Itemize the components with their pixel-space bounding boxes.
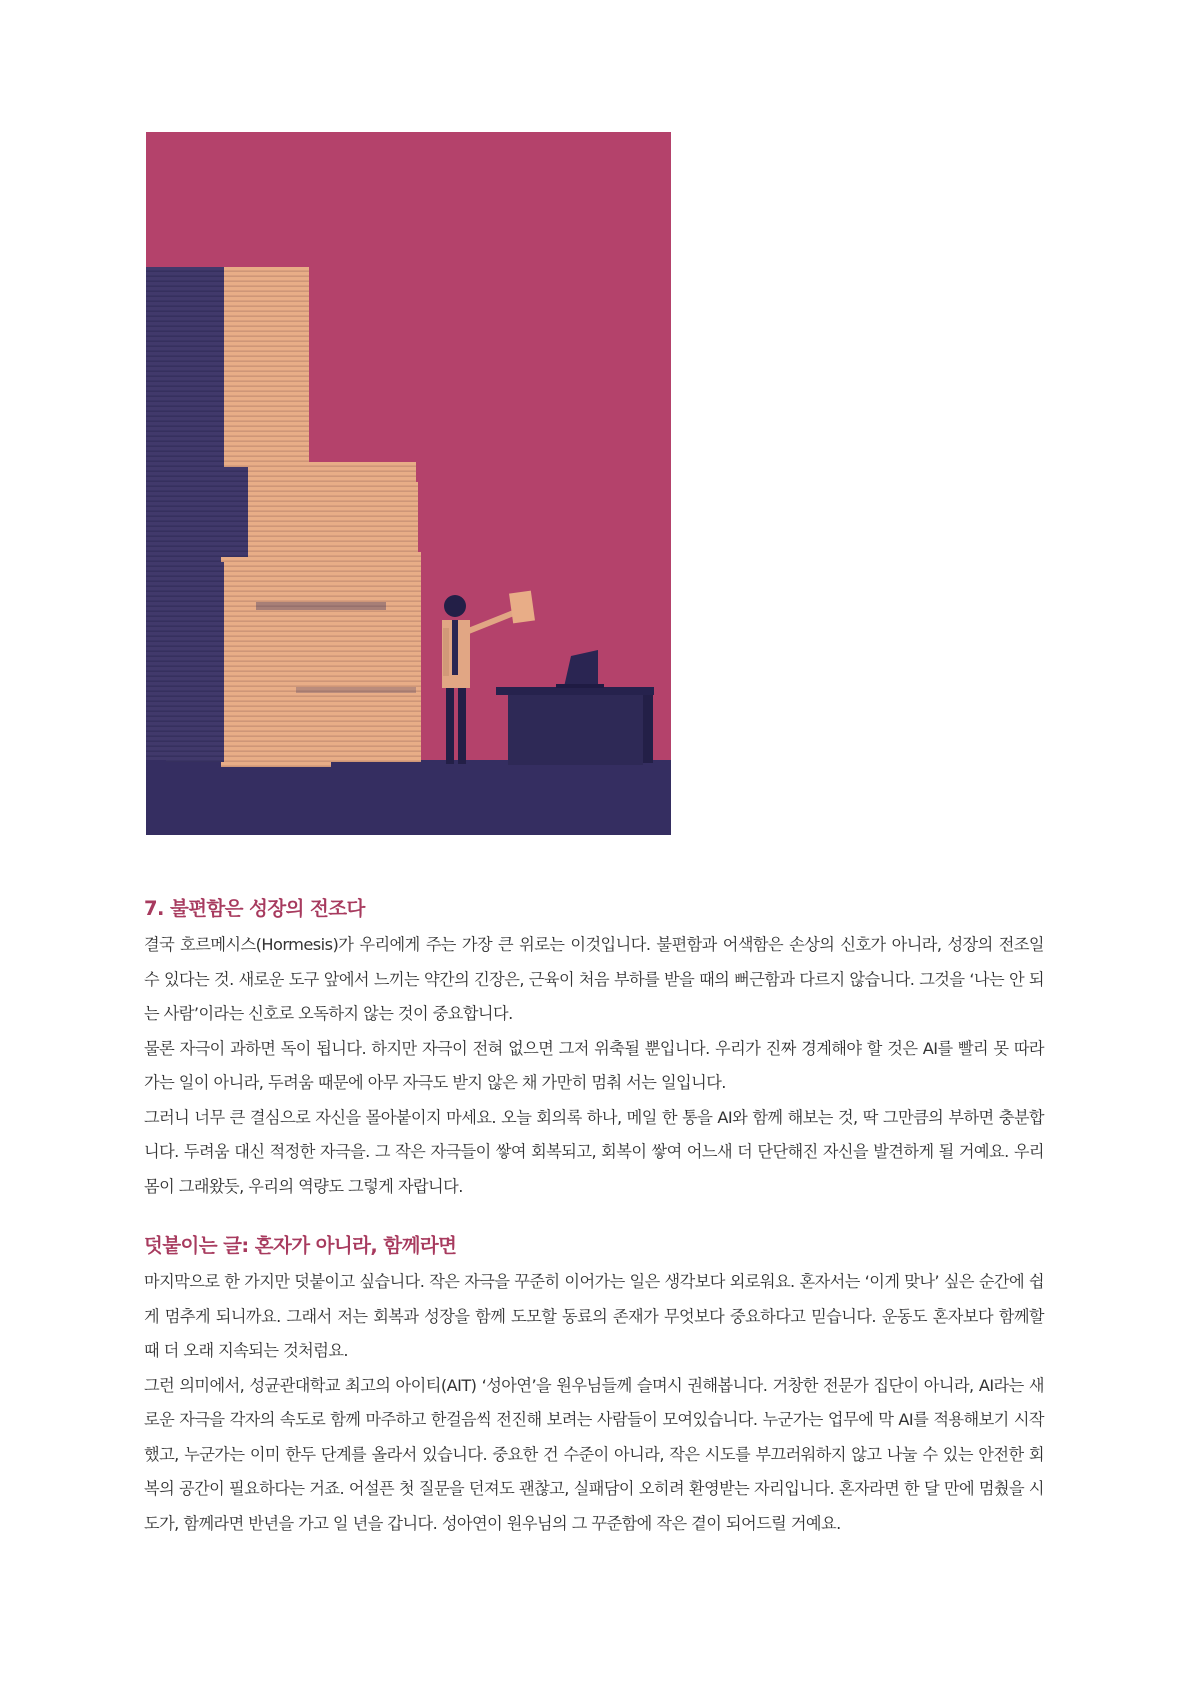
ground — [146, 760, 671, 835]
paragraph: 물론 자극이 과하면 독이 됩니다. 하지만 자극이 전혀 없으면 그저 위축될 뿐입니다. 우리가 진짜 경계해야 할 것은 AI를 빨리 못 따라가는 일이 아니라, 두려움 때문에 아무 자극도 받지 않은 채 가만히 멈춰 서는 일입니다. — [144, 1038, 1044, 1092]
paragraph: 결국 호르메시스(Hormesis)가 우리에게 주는 가장 큰 위로는 이것입니다. 불편함과 어색함은 손상의 신호가 아니라, 성장의 전조일 수 있다는 것. 새로운 도구 앞에서 느끼는 약간의 긴장은, 근육이 처음 부하를 받을 때의 뻐근함과 다르지 않습니다. 그것을 ‘나는 안 되는 사람’이라는 신호로 오독하지 않는 것이 중요합니다. — [144, 935, 1044, 1023]
article-body — [144, 894, 1044, 1541]
desk-top — [496, 687, 654, 695]
section-heading-postscript: 덧붙이는 글: 혼자가 아니라, 함께라면 — [144, 1234, 457, 1257]
paper-stack-right — [308, 482, 418, 562]
paragraph: 마지막으로 한 가지만 덧붙이고 싶습니다. 작은 자극을 꾸준히 이어가는 일은 생각보다 외로워요. 혼자서는 ‘이게 맞나’ 싶은 순간에 쉽게 멈추게 되니까요. 그래서 저는 회복과 성장을 함께 도모할 동료의 존재가 무엇보다 중요하다고 믿습니다. 운동도 혼자보다 함께할 때 더 오래 지속되는 것처럼요. — [144, 1272, 1044, 1360]
desk — [508, 695, 643, 765]
held-paper — [509, 591, 535, 624]
paper-stack-lower-right — [326, 552, 421, 762]
paragraph: 그런 의미에서, 성균관대학교 최고의 아이티(AIT) ‘성아연’을 원우님들께 슬며시 권해봅니다. 거창한 전문가 집단이 아니라, AI라는 새로운 자극을 각자의 속도로 함께 마주하고 한걸음씩 전진해 보려는 사람들이 모여있습니다. 누군가는 업무에 막 AI를 적용해보기 시작했고, 누군가는 이미 한두 단계를 올라서 있습니다. 중요한 건 수준이 아니라, 작은 시도를 부끄러워하지 않고 나눌 수 있는 안전한 회복의 공간이 필요하다는 거죠. 어설픈 첫 질문을 던져도 괜찮고, 실패담이 오히려 환영받는 자리입니다. 혼자라면 한 달 만에 멈췄을 시도가, 함께라면 반년을 가고 일 년을 갑니다. 성아연이 원우님의 그 꾸준함에 작은 곁이 되어드릴 거예요. — [144, 1375, 1044, 1533]
paragraph: 그러니 너무 큰 결심으로 자신을 몰아붙이지 마세요. 오늘 회의록 하나, 메일 한 통을 AI와 함께 해보는 것, 딱 그만큼의 부하면 충분합니다. 두려움 대신 적정한 자극을. 그 작은 자극들이 쌓여 회복되고, 회복이 쌓여 어느새 더 단단해진 자신을 발견하게 될 거예요. 우리 몸이 그래왔듯, 우리의 역량도 그렇게 자랍니다. — [144, 1107, 1044, 1196]
paper-stack-top — [224, 267, 309, 467]
section-heading-7: 7. 불편함은 성장의 전조다 — [144, 897, 365, 920]
stacked-papers-illustration — [146, 132, 671, 835]
paper-stack-lower-left — [221, 557, 331, 767]
